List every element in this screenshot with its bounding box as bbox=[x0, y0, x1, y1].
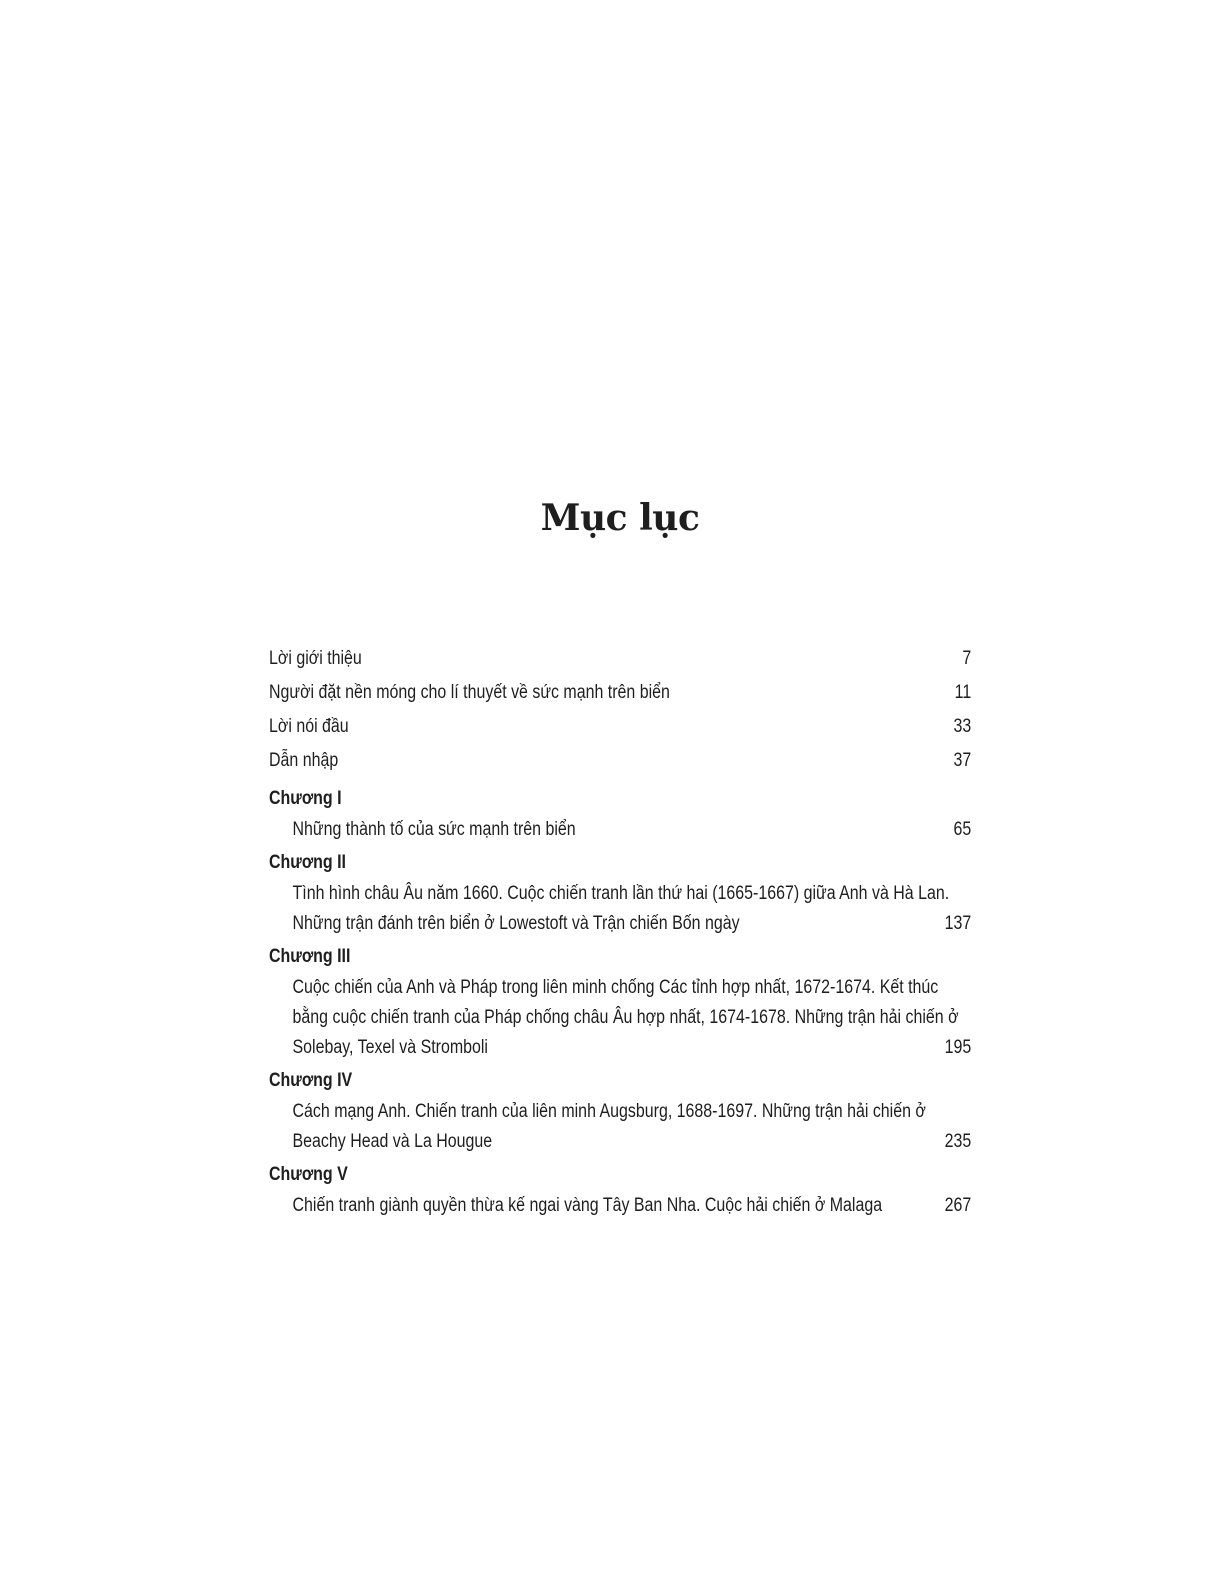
chapter-heading: Chương II bbox=[269, 852, 346, 873]
chapter-description bbox=[269, 973, 971, 1063]
chapter-line: Cách mạng Anh. Chiến tranh của liên minh Augsburg, 1688-1697. Những trận hải chiến ở bbox=[292, 1101, 926, 1122]
chapter-heading: Chương I bbox=[269, 788, 342, 809]
chapter-block bbox=[269, 849, 971, 939]
toc-entry bbox=[269, 713, 971, 747]
chapter-last-line bbox=[293, 1127, 972, 1157]
chapter-line: Những thành tố của sức mạnh trên biển bbox=[292, 819, 576, 840]
toc-entry bbox=[269, 679, 971, 713]
chapter-heading: Chương III bbox=[269, 946, 351, 967]
chapter-description bbox=[269, 1097, 971, 1157]
chapter-line: Cuộc chiến của Anh và Pháp trong liên minh chống Các tỉnh hợp nhất, 1672-1674. Kết thúc bbox=[292, 977, 939, 998]
toc-entry-page: 33 bbox=[953, 716, 972, 737]
chapter-line: bằng cuộc chiến tranh của Pháp chống châu Âu hợp nhất, 1674-1678. Những trận hải chiến ở bbox=[292, 1007, 959, 1028]
toc-entry-page: 7 bbox=[962, 648, 972, 669]
chapter-line: Beachy Head và La Hougue bbox=[292, 1131, 493, 1152]
chapter-page: 195 bbox=[944, 1037, 972, 1058]
chapter-last-line bbox=[293, 815, 972, 845]
chapter-block bbox=[269, 1161, 971, 1221]
toc-entry-label: Lời giới thiệu bbox=[269, 648, 362, 669]
chapter-line: Solebay, Texel và Stromboli bbox=[292, 1037, 488, 1058]
chapter-description bbox=[269, 1191, 971, 1221]
table-of-contents bbox=[269, 645, 971, 1221]
toc-entry-label: Người đặt nền móng cho lí thuyết về sức mạnh trên biển bbox=[269, 682, 670, 703]
chapter-line: Tình hình châu Âu năm 1660. Cuộc chiến tranh lần thứ hai (1665-1667) giữa Anh và Hà Lan. bbox=[292, 883, 950, 904]
chapter-description bbox=[269, 815, 971, 845]
chapter-page: 65 bbox=[953, 819, 972, 840]
toc-entry-label: Lời nói đầu bbox=[269, 716, 349, 737]
chapter-page: 137 bbox=[944, 913, 972, 934]
chapter-line: Những trận đánh trên biển ở Lowestoft và Trận chiến Bốn ngày bbox=[292, 913, 740, 934]
chapter-last-line bbox=[293, 1191, 972, 1221]
toc-entry-label: Dẫn nhập bbox=[269, 750, 339, 771]
chapter-block bbox=[269, 785, 971, 845]
chapter-page: 235 bbox=[944, 1131, 972, 1152]
chapter-description bbox=[269, 879, 971, 939]
chapter-last-line bbox=[293, 1033, 972, 1063]
chapter-block bbox=[269, 1067, 971, 1157]
chapter-page: 267 bbox=[944, 1195, 972, 1216]
toc-entry bbox=[269, 645, 971, 679]
chapter-last-line bbox=[293, 909, 972, 939]
chapter-heading: Chương IV bbox=[269, 1070, 353, 1091]
toc-entry-page: 37 bbox=[953, 750, 972, 771]
chapter-block bbox=[269, 943, 971, 1063]
chapter-line: Chiến tranh giành quyền thừa kế ngai vàng Tây Ban Nha. Cuộc hải chiến ở Malaga bbox=[292, 1195, 883, 1216]
chapter-heading: Chương V bbox=[269, 1164, 348, 1185]
page-title: Mục lục bbox=[540, 497, 700, 539]
toc-entry bbox=[269, 747, 971, 781]
toc-entry-page: 11 bbox=[954, 682, 972, 703]
